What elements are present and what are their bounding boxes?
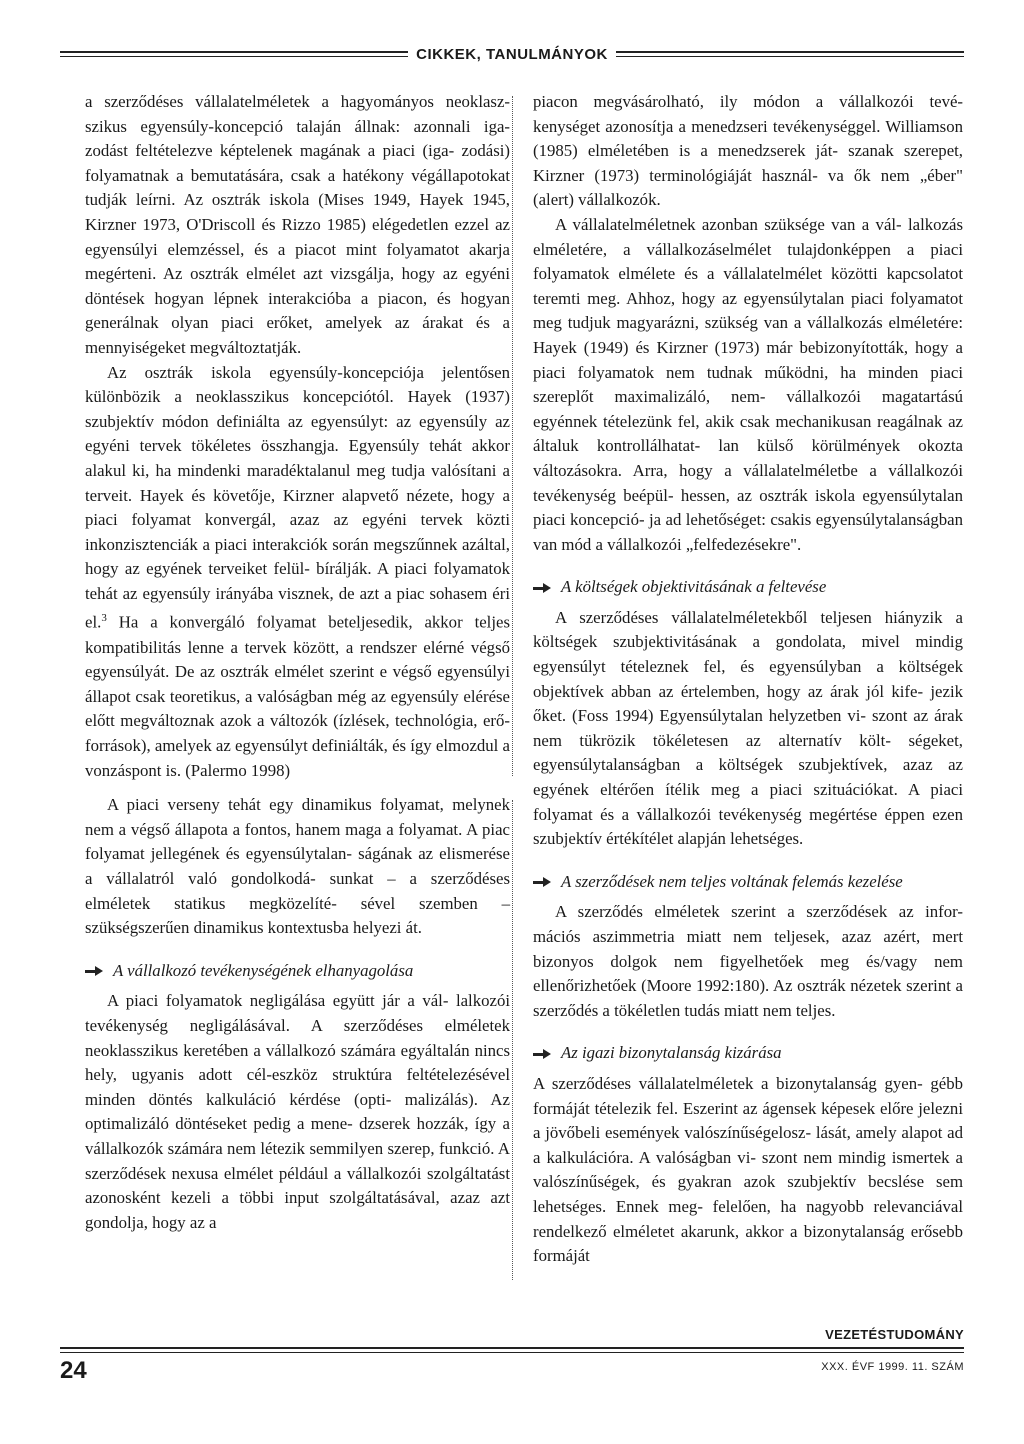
footnote-ref: 3 xyxy=(101,612,107,625)
section-heading xyxy=(533,1041,963,1066)
journal-name: VEZETÉSTUDOMÁNY xyxy=(825,1327,964,1342)
section-heading xyxy=(533,870,963,895)
column-divider-lower xyxy=(512,800,513,1280)
header-rule-right xyxy=(616,51,964,57)
paragraph: A szerződéses vállalatelméletek a bizonytalanság gyen- gébb formáját tételezik fel. Eszerint az ágensek képesek előre jelezni a jövőbeli események valószínűségelosz- lását, amely alapot ad a kalkulációra. A valóságban vi- szont nem mindig ismertek a valószínűségek, és gyakran azok szubjektív becslése sem lehetséges. Ennek meg- felelően, ha nagyobb relevanciával rendelkező elméletet akarunk, akkor a bizonytalanság erősebb formáját xyxy=(533,1073,963,1266)
paragraph xyxy=(85,361,510,784)
paragraph-text: Az osztrák iskola egyensúly-koncepciója jelentősen különbözik a neoklasszikus koncepciótól. Hayek (1937) szubjektív módon definiálta az egyensúlyt: az egyensúly az egyéni tervek tökéletes összhangja. Egyensúly tehát akkor alakul ki, ha mindenki maradéktalanul meg tudja valósítani a terveit. Hayek és követője, Kirzner alapvető nézete, hogy a piaci folyamat konvergál, azaz az egyéni tervek közti inkonzisztenciák a piaci interakciók során megszűnnek azáltal, hogy az egyének terveiket felül- bírálják. A piaci folyamatok tehát az egyensúly irányába visznek, de azt a piac sohasem éri el. xyxy=(85,362,510,633)
paragraph: A szerződéses vállalatelméletekből teljesen hiányzik a költségek szubjektivitásának a gondolata, mivel mindig egyensúlyt tételeznek fel, és egyensúlyban a költségek objektívek abban az értelemben, hogy az árak jól kife- jezik őket. (Foss 1994) Egyensúlytalan helyzetben vi- szont az árak nem tükrözik tökéletesen az alternatív költ- ségeket, egyensúlytalanságban a költségek szubjektívek, azaz az egyének eltérően ítélik meg a piaci szituációkat. A piaci folyamat és a vállalkozói tevékenység megértése éppen ezen szubjektív értékítélet alapján lehetséges. xyxy=(533,607,963,849)
left-column xyxy=(85,90,510,1235)
page-number: 24 xyxy=(60,1357,87,1384)
paragraph: A szerződés elméletek szerint a szerződések az infor- mációs aszimmetria miatt nem teljesek, azaz azért, mert bizonyos dolgok nem figyelhetőek meg és/vagy nem ellenőrizhetőek (Moore 1992:180). Az osztrák nézetek szerint a szerződés a tökéletlen tudás miatt nem teljes. xyxy=(533,902,963,1020)
page-footer xyxy=(60,1325,964,1385)
header-rule-left xyxy=(60,51,408,57)
section-heading xyxy=(533,575,963,600)
paragraph: a szerződéses vállalatelméletek a hagyományos neoklasz- szikus egyensúly-koncepció talaján állnak: azonnali iga- zodást feltételezve képtelenek magának a piaci (iga- zodási) folyamatnak a bemutatására, csak a hatékony végállapotokat tudják leírni. Az osztrák iskola (Mises 1949, Hayek 1945, Kirzner 1973, O'Driscoll és Rizzo 1985) elégedetlen ezzel az egyensúlyi elemzéssel, és a piacot mint folyamatot akarja megérteni. Az osztrák elmélet azt vizsgálja, hogy az egyéni döntések hogyan lépnek interakcióba a piacon, és hogyan generálnak olyan piaci erőket, amelyek az árakat és a mennyiségeket megváltoztatják. xyxy=(85,92,510,357)
heading-text: A vállalkozó tevékenységének elhanyagolása xyxy=(113,960,414,980)
issue-info: XXX. ÉVF 1999. 11. SZÁM xyxy=(821,1361,964,1373)
paragraph: piacon megvásárolható, ily módon a vállalkozói tevé- kenységet azonosítja a menedzseri tevékenységgel. Williamson (1985) elméletében is a menedzserek ját- szanak szerepet, Kirzner (1973) terminológiáját használ- va ők nem „éber" (alert) vállalkozók. xyxy=(533,92,963,210)
paragraph: A piaci verseny tehát egy dinamikus folyamat, melynek nem a végső állapota a fontos, hanem maga a folyamat. A piac folyamat jellegének és egyensúlytalan- ságának az elismerése a vállalatról való gondolkodá- sunkat – a szerződéses elméletek statikus megközelíté- sével szemben – szükségszerűen dinamikus kontextusba helyezi át. xyxy=(85,795,510,938)
section-title: CIKKEK, TANULMÁNYOK xyxy=(416,45,608,63)
heading-text: A szerződések nem teljes voltának felemás kezelése xyxy=(561,871,903,891)
heading-text: Az igazi bizonytalanság kizárása xyxy=(561,1043,782,1063)
column-divider xyxy=(512,96,513,776)
right-column xyxy=(533,90,963,1269)
arrow-right-icon xyxy=(533,583,551,593)
arrow-right-icon xyxy=(85,966,103,976)
section-heading xyxy=(85,959,510,984)
heading-text: A költségek objektivitásának a feltevése xyxy=(561,577,827,597)
footer-rule xyxy=(60,1347,964,1353)
arrow-right-icon xyxy=(533,877,551,887)
paragraph: A vállalatelméletnek azonban szüksége van a vál- lalkozás elméletére, a vállalkozáselmélet tulajdonképpen a piaci folyamatok elmélete és a vállalatelmélet közötti kapcsolatot teremti meg. Ahhoz, hogy az egyensúlytalan piaci folyamatot meg tudjuk magyarázni, szükség van a vállalkozás elméletére: Hayek (1949) és Kirzner (1973) már bebizonyították, hogy a piaci folyamatok nem tudnak működni, ha minden piaci szereplőt maximalizáló, nem- vállalkozói magatartású egyénnek tételezünk fel, akik csak mechanikusan reagálnak az általuk kontrollálhatat- lan külső körülmények okozta változásokra. Arra, hogy a vállalatelméletbe a vállalkozói tevékenység beépül- hessen, az osztrák iskola egyensúlytalan piaci koncepció- ja ad lehetőséget: csakis egyensúlytalanságban van mód a vállalkozói „felfedezésekre". xyxy=(533,214,963,554)
paragraph-text: Ha a konvergáló folyamat beteljesedik, akkor teljes kompatibilitás lenne a tervek között, a rendszer elérné végső egyensúlyát. De az osztrák elmélet szerint e végső egyensúlyi állapot csak teoretikus, a valóságban még az egyensúly elérése előtt megváltoznak azok a változók (ízlések, technológia, erő- források), amelyek az egyensúlyt definiálták, és így elmozdul a vonzáspont is. (Palermo 1998) xyxy=(85,613,510,780)
paragraph: A piaci folyamatok negligálása együtt jár a vál- lalkozói tevékenység negligálásával. A szerződéses elméletek neoklasszikus keretében a vállalkozó számára egyáltalán nincs hely, ugyanis adott cél-eszköz struktúra feltételezésével minden döntés kalkuláció kérdése (opti- malizálás). Az optimalizáló döntéseket pedig a mene- dzserek hozzák, így a vállalkozók számára nem létezik semmilyen szerep, funkció. A szerződések nexusa elmélet például a vállalkozói szolgáltatást azonosként kezeli a többi input szolgáltatásával, azaz azt gondolja, hogy az a xyxy=(85,991,510,1232)
running-header xyxy=(60,40,964,68)
arrow-right-icon xyxy=(533,1049,551,1059)
